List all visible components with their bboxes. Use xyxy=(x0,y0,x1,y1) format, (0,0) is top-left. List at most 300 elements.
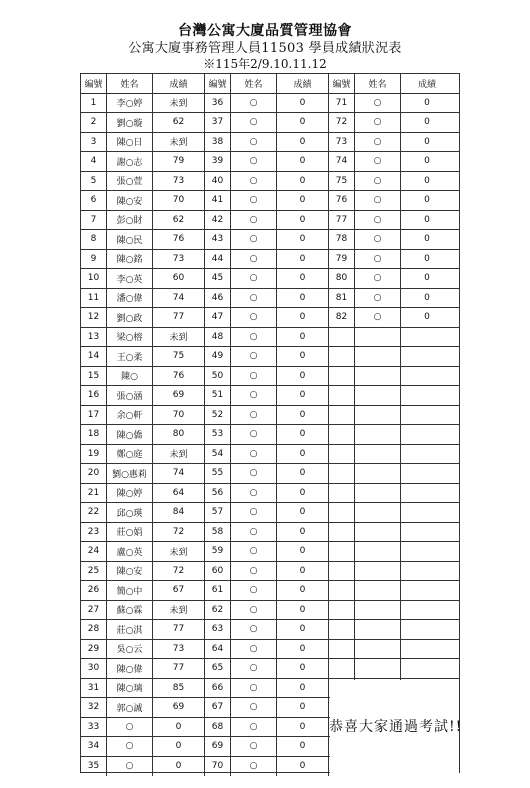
student-score: 0 xyxy=(277,211,329,230)
table-row xyxy=(81,230,459,250)
student-name: ○ xyxy=(355,211,401,230)
table-row xyxy=(81,308,459,328)
student-name: ○ xyxy=(231,503,277,522)
student-score: 76 xyxy=(153,367,205,386)
student-score: 0 xyxy=(277,757,329,777)
student-number: 28 xyxy=(81,620,107,639)
student-score: 0 xyxy=(277,445,329,464)
table-row xyxy=(81,113,459,133)
student-name: ○ xyxy=(107,737,153,756)
table-row xyxy=(81,406,459,426)
student-number: 78 xyxy=(329,230,355,249)
student-number: 82 xyxy=(329,308,355,327)
student-name: ○ xyxy=(231,347,277,366)
student-name: 李○英 xyxy=(107,269,153,288)
student-number: 72 xyxy=(329,113,355,132)
student-number: 30 xyxy=(81,659,107,678)
student-score: 0 xyxy=(277,386,329,405)
empty-cell xyxy=(329,386,355,405)
student-score: 77 xyxy=(153,659,205,678)
student-score: 未到 xyxy=(153,328,205,347)
table-row xyxy=(81,464,459,484)
student-number: 63 xyxy=(205,620,231,639)
student-name: ○ xyxy=(107,757,153,777)
student-score: 60 xyxy=(153,269,205,288)
student-name: ○ xyxy=(231,523,277,542)
student-score: 79 xyxy=(153,152,205,171)
student-score: 0 xyxy=(153,718,205,737)
student-name: ○ xyxy=(355,250,401,269)
student-score: 0 xyxy=(277,562,329,581)
table-row xyxy=(81,328,459,348)
empty-cell xyxy=(401,620,453,639)
empty-cell xyxy=(401,445,453,464)
student-number: 73 xyxy=(329,133,355,152)
empty-cell xyxy=(329,328,355,347)
student-number: 21 xyxy=(81,484,107,503)
student-name: ○ xyxy=(355,113,401,132)
table-row xyxy=(81,659,459,679)
student-name: 盧○英 xyxy=(107,542,153,561)
student-name: ○ xyxy=(231,133,277,152)
table-row xyxy=(81,425,459,445)
student-number: 48 xyxy=(205,328,231,347)
student-name: 吳○云 xyxy=(107,640,153,659)
student-number: 46 xyxy=(205,289,231,308)
student-score: 0 xyxy=(277,308,329,327)
student-name: ○ xyxy=(231,328,277,347)
student-name: ○ xyxy=(231,386,277,405)
student-number: 58 xyxy=(205,523,231,542)
student-score: 0 xyxy=(277,367,329,386)
empty-cell xyxy=(329,347,355,366)
student-number: 27 xyxy=(81,601,107,620)
empty-cell xyxy=(329,601,355,620)
student-number: 52 xyxy=(205,406,231,425)
student-name: ○ xyxy=(231,562,277,581)
exam-dates: ※115年2/9.10.11.12 xyxy=(203,57,327,71)
empty-cell xyxy=(355,620,401,639)
student-number: 19 xyxy=(81,445,107,464)
student-number: 2 xyxy=(81,113,107,132)
student-score: 72 xyxy=(153,523,205,542)
student-score: 0 xyxy=(277,737,329,756)
empty-cell xyxy=(355,523,401,542)
student-number: 79 xyxy=(329,250,355,269)
student-name: 陳○日 xyxy=(107,133,153,152)
empty-cell xyxy=(401,542,453,561)
empty-cell xyxy=(401,601,453,620)
student-score: 70 xyxy=(153,406,205,425)
table-row xyxy=(81,152,459,172)
column-header: 成績 xyxy=(277,74,329,93)
student-number: 1 xyxy=(81,94,107,113)
student-score: 未到 xyxy=(153,601,205,620)
student-score: 0 xyxy=(424,195,430,206)
student-number: 62 xyxy=(205,601,231,620)
student-score: 69 xyxy=(153,698,205,717)
student-score: 0 xyxy=(277,581,329,600)
student-number: 66 xyxy=(205,679,231,698)
empty-cell xyxy=(401,562,453,581)
student-score: 未到 xyxy=(153,133,205,152)
table-row xyxy=(81,640,459,660)
table-row xyxy=(81,562,459,582)
student-score: 0 xyxy=(424,156,430,167)
student-name: ○ xyxy=(231,718,277,737)
student-number: 3 xyxy=(81,133,107,152)
empty-cell xyxy=(355,659,401,678)
student-number: 10 xyxy=(81,269,107,288)
student-score: 0 xyxy=(277,191,329,210)
student-score: 0 xyxy=(277,620,329,639)
empty-cell xyxy=(401,328,453,347)
student-number: 64 xyxy=(205,640,231,659)
student-name: 謝○志 xyxy=(107,152,153,171)
student-name: ○ xyxy=(231,289,277,308)
student-score: 0 xyxy=(277,230,329,249)
empty-cell xyxy=(329,640,355,659)
empty-cell xyxy=(329,484,355,503)
empty-cell xyxy=(355,406,401,425)
student-score: 0 xyxy=(424,273,430,284)
empty-cell xyxy=(329,581,355,600)
table-row xyxy=(81,211,459,231)
student-score: 0 xyxy=(277,679,329,698)
student-name: ○ xyxy=(231,737,277,756)
table-row xyxy=(81,289,459,309)
score-table xyxy=(80,73,460,773)
student-score: 0 xyxy=(277,152,329,171)
student-score: 未到 xyxy=(153,542,205,561)
student-score: 70 xyxy=(153,191,205,210)
student-score: 75 xyxy=(153,347,205,366)
student-name: ○ xyxy=(231,659,277,678)
student-score: 0 xyxy=(277,269,329,288)
title-block xyxy=(0,22,530,71)
student-name: ○ xyxy=(355,191,401,210)
column-header: 姓名 xyxy=(107,74,153,93)
empty-cell xyxy=(329,406,355,425)
student-number: 12 xyxy=(81,308,107,327)
student-name: ○ xyxy=(231,367,277,386)
empty-cell xyxy=(401,523,453,542)
table-row xyxy=(81,581,459,601)
student-name: ○ xyxy=(231,601,277,620)
table-row xyxy=(81,191,459,211)
student-name: 郭○誠 xyxy=(107,698,153,717)
student-number: 14 xyxy=(81,347,107,366)
student-number: 47 xyxy=(205,308,231,327)
student-number: 70 xyxy=(205,757,231,777)
empty-cell xyxy=(401,386,453,405)
student-number: 74 xyxy=(329,152,355,171)
student-score: 80 xyxy=(153,425,205,444)
student-number: 55 xyxy=(205,464,231,483)
student-score: 0 xyxy=(277,328,329,347)
table-row xyxy=(81,269,459,289)
student-score: 77 xyxy=(153,308,205,327)
student-name: ○ xyxy=(231,94,277,113)
empty-cell xyxy=(355,562,401,581)
empty-cell xyxy=(401,581,453,600)
report-subtitle: 公寓大廈事務管理人員11503 學員成績狀況表 xyxy=(128,41,402,56)
student-name: ○ xyxy=(231,113,277,132)
student-name: ○ xyxy=(231,542,277,561)
student-name: 邱○瑛 xyxy=(107,503,153,522)
student-number: 61 xyxy=(205,581,231,600)
student-name: 陳○銘 xyxy=(107,250,153,269)
student-name: ○ xyxy=(355,308,401,327)
student-score: 0 xyxy=(424,136,430,147)
student-score: 0 xyxy=(424,312,430,323)
student-score: 64 xyxy=(153,484,205,503)
student-name: ○ xyxy=(355,152,401,171)
student-name: 劉○惠莉 xyxy=(107,464,153,483)
table-row xyxy=(81,445,459,465)
student-number: 18 xyxy=(81,425,107,444)
empty-cell xyxy=(401,484,453,503)
student-number: 67 xyxy=(205,698,231,717)
student-score: 0 xyxy=(277,503,329,522)
student-score: 73 xyxy=(153,640,205,659)
student-score: 0 xyxy=(424,234,430,245)
student-number: 34 xyxy=(81,737,107,756)
table-row xyxy=(81,347,459,367)
student-name: 陳○安 xyxy=(107,191,153,210)
student-number: 11 xyxy=(81,289,107,308)
student-score: 0 xyxy=(277,406,329,425)
student-name: 張○萱 xyxy=(107,172,153,191)
empty-cell xyxy=(355,347,401,366)
table-row xyxy=(81,386,459,406)
student-number: 50 xyxy=(205,367,231,386)
student-number: 20 xyxy=(81,464,107,483)
student-name: ○ xyxy=(231,269,277,288)
empty-cell xyxy=(355,542,401,561)
student-number: 80 xyxy=(329,269,355,288)
student-score: 67 xyxy=(153,581,205,600)
table-row xyxy=(81,250,459,270)
student-name: ○ xyxy=(231,757,277,777)
empty-cell xyxy=(355,484,401,503)
student-number: 45 xyxy=(205,269,231,288)
student-number: 51 xyxy=(205,386,231,405)
student-score: 0 xyxy=(277,94,329,113)
student-name: 簡○中 xyxy=(107,581,153,600)
student-number: 59 xyxy=(205,542,231,561)
student-score: 0 xyxy=(277,250,329,269)
student-number: 57 xyxy=(205,503,231,522)
empty-cell xyxy=(355,386,401,405)
student-name: 陳○偉 xyxy=(107,659,153,678)
student-name: ○ xyxy=(231,406,277,425)
empty-cell xyxy=(401,406,453,425)
table-row xyxy=(81,523,459,543)
student-name: ○ xyxy=(231,172,277,191)
student-score: 76 xyxy=(153,230,205,249)
table-row xyxy=(81,542,459,562)
empty-cell xyxy=(355,425,401,444)
student-name: ○ xyxy=(355,133,401,152)
student-number: 65 xyxy=(205,659,231,678)
column-header: 姓名 xyxy=(355,74,401,93)
student-number: 44 xyxy=(205,250,231,269)
student-name: 蘇○霖 xyxy=(107,601,153,620)
student-number: 5 xyxy=(81,172,107,191)
student-name: 梁○榕 xyxy=(107,328,153,347)
student-number: 26 xyxy=(81,581,107,600)
table-row xyxy=(81,172,459,192)
student-number: 60 xyxy=(205,562,231,581)
student-name: ○ xyxy=(231,484,277,503)
empty-cell xyxy=(355,464,401,483)
student-number: 69 xyxy=(205,737,231,756)
student-score: 0 xyxy=(277,172,329,191)
student-number: 37 xyxy=(205,113,231,132)
student-number: 49 xyxy=(205,347,231,366)
student-score: 0 xyxy=(424,175,430,186)
student-score: 73 xyxy=(153,250,205,269)
student-number: 43 xyxy=(205,230,231,249)
student-number: 15 xyxy=(81,367,107,386)
student-score: 未到 xyxy=(153,94,205,113)
empty-cell xyxy=(329,620,355,639)
table-row xyxy=(81,133,459,153)
student-score: 0 xyxy=(277,698,329,717)
student-number: 13 xyxy=(81,328,107,347)
empty-cell xyxy=(355,640,401,659)
student-name: ○ xyxy=(231,191,277,210)
student-score: 0 xyxy=(424,97,430,108)
student-name: ○ xyxy=(231,620,277,639)
student-name: ○ xyxy=(231,308,277,327)
student-name: ○ xyxy=(231,679,277,698)
student-number: 7 xyxy=(81,211,107,230)
column-header: 編號 xyxy=(205,74,231,93)
student-score: 0 xyxy=(424,117,430,128)
student-score: 62 xyxy=(153,211,205,230)
student-number: 24 xyxy=(81,542,107,561)
student-name: ○ xyxy=(355,289,401,308)
student-number: 54 xyxy=(205,445,231,464)
student-score: 0 xyxy=(277,133,329,152)
congratulations-note: 恭喜大家通過考試!! xyxy=(329,719,463,735)
student-name: 劉○璇 xyxy=(107,113,153,132)
student-number: 40 xyxy=(205,172,231,191)
column-header: 成績 xyxy=(417,79,436,90)
student-name: 莊○娟 xyxy=(107,523,153,542)
empty-cell xyxy=(355,328,401,347)
student-name: 余○軒 xyxy=(107,406,153,425)
student-score: 0 xyxy=(277,718,329,737)
student-name: ○ xyxy=(231,230,277,249)
student-score: 74 xyxy=(153,289,205,308)
empty-cell xyxy=(329,464,355,483)
table-row xyxy=(81,503,459,523)
student-score: 0 xyxy=(277,464,329,483)
empty-cell xyxy=(329,542,355,561)
student-name: 陳○僑 xyxy=(107,425,153,444)
student-score: 72 xyxy=(153,562,205,581)
student-score: 0 xyxy=(424,292,430,303)
student-score: 62 xyxy=(153,113,205,132)
student-number: 22 xyxy=(81,503,107,522)
student-number: 71 xyxy=(329,94,355,113)
student-score: 85 xyxy=(153,679,205,698)
student-number: 42 xyxy=(205,211,231,230)
student-name: 張○涵 xyxy=(107,386,153,405)
student-name: ○ xyxy=(355,172,401,191)
student-name: 潘○偉 xyxy=(107,289,153,308)
student-number: 33 xyxy=(81,718,107,737)
student-name: ○ xyxy=(231,152,277,171)
empty-cell xyxy=(329,562,355,581)
table-row xyxy=(81,367,459,387)
student-name: ○ xyxy=(107,718,153,737)
empty-cell xyxy=(355,581,401,600)
student-name: 陳○民 xyxy=(107,230,153,249)
student-score: 0 xyxy=(277,113,329,132)
student-name: 劉○政 xyxy=(107,308,153,327)
student-number: 77 xyxy=(329,211,355,230)
student-number: 81 xyxy=(329,289,355,308)
empty-cell xyxy=(329,659,355,678)
student-score: 73 xyxy=(153,172,205,191)
student-name: 莊○淇 xyxy=(107,620,153,639)
student-score: 0 xyxy=(277,601,329,620)
student-name: ○ xyxy=(231,698,277,717)
student-number: 56 xyxy=(205,484,231,503)
student-score: 0 xyxy=(277,640,329,659)
student-score: 77 xyxy=(153,620,205,639)
student-score: 0 xyxy=(153,757,205,777)
empty-cell xyxy=(355,503,401,522)
empty-cell xyxy=(329,367,355,386)
student-name: ○ xyxy=(355,94,401,113)
empty-cell xyxy=(355,445,401,464)
student-number: 41 xyxy=(205,191,231,210)
student-score: 0 xyxy=(277,289,329,308)
student-number: 29 xyxy=(81,640,107,659)
student-number: 36 xyxy=(205,94,231,113)
student-number: 25 xyxy=(81,562,107,581)
student-score: 0 xyxy=(277,542,329,561)
student-name: 李○婷 xyxy=(107,94,153,113)
empty-cell xyxy=(401,367,453,386)
student-name: 陳○安 xyxy=(107,562,153,581)
student-name: 王○柔 xyxy=(107,347,153,366)
org-title: 台灣公寓大廈品質管理協會 xyxy=(178,23,352,39)
student-name: ○ xyxy=(231,445,277,464)
table-row xyxy=(81,484,459,504)
student-name: 陳○ xyxy=(107,367,153,386)
student-score: 0 xyxy=(277,659,329,678)
table-header-row xyxy=(81,74,459,94)
table-row xyxy=(81,94,459,114)
column-header: 姓名 xyxy=(231,74,277,93)
student-score: 74 xyxy=(153,464,205,483)
student-number: 75 xyxy=(329,172,355,191)
student-name: 陳○婷 xyxy=(107,484,153,503)
student-number: 35 xyxy=(81,757,107,777)
student-number: 9 xyxy=(81,250,107,269)
student-name: ○ xyxy=(231,211,277,230)
student-number: 23 xyxy=(81,523,107,542)
empty-cell xyxy=(329,425,355,444)
empty-cell xyxy=(401,640,453,659)
student-score: 0 xyxy=(424,214,430,225)
